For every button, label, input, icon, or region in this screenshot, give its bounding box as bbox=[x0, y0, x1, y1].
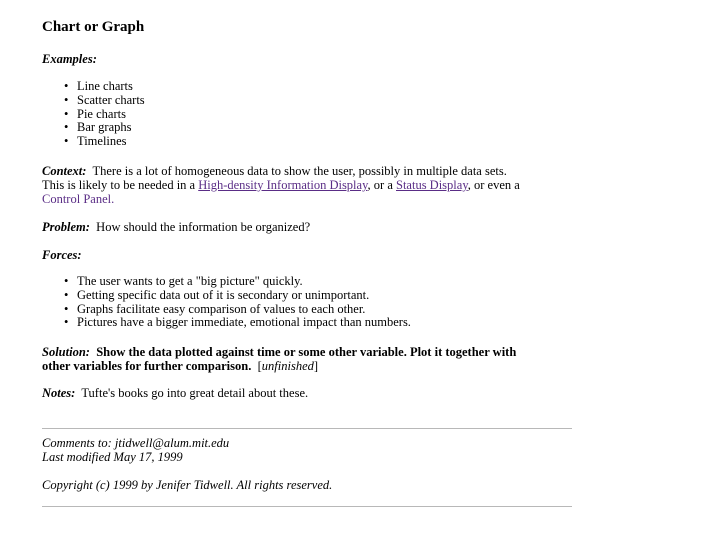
notes-label: Notes: bbox=[42, 386, 76, 400]
high-density-information-display-link[interactable]: High-density Information Display bbox=[198, 178, 368, 192]
bracket: ] bbox=[313, 359, 319, 373]
forces-label: Forces: bbox=[42, 248, 82, 262]
list-item: • The user wants to get a "big picture" quickly. bbox=[64, 275, 411, 289]
divider bbox=[42, 506, 572, 507]
context-text: There is a lot of homogeneous data to show the user, possibly in multiple data sets. bbox=[92, 164, 507, 178]
list-item: • Scatter charts bbox=[64, 94, 145, 108]
solution-text: Show the data plotted against time or some other variable. Plot it together with bbox=[96, 345, 517, 359]
notes-text: Tufte's books go into great detail about these. bbox=[81, 386, 309, 400]
list-item: • Pie charts bbox=[64, 108, 145, 122]
problem-line bbox=[42, 220, 310, 234]
list-item: • Line charts bbox=[64, 80, 145, 94]
context-line-1 bbox=[42, 164, 507, 178]
examples-label: Examples: bbox=[42, 52, 97, 66]
problem-text: How should the information be organized? bbox=[96, 220, 311, 234]
divider bbox=[42, 428, 572, 429]
solution-line-1 bbox=[42, 345, 516, 359]
forces-list bbox=[64, 275, 411, 330]
list-item: • Timelines bbox=[64, 135, 145, 149]
context-label: Context: bbox=[42, 164, 87, 178]
copyright-line: Copyright (c) 1999 by Jenifer Tidwell. All rights reserved. bbox=[42, 478, 333, 492]
context-text: This is likely to be needed in a bbox=[42, 178, 196, 192]
page-title: Chart or Graph bbox=[42, 19, 145, 35]
problem-label: Problem: bbox=[42, 220, 90, 234]
context-line-2 bbox=[42, 178, 520, 192]
solution-label: Solution: bbox=[42, 345, 90, 359]
bracket: [ bbox=[257, 359, 262, 373]
unfinished-note: unfinished bbox=[261, 359, 314, 373]
context-text: . bbox=[111, 192, 115, 206]
list-item: • Bar graphs bbox=[64, 121, 145, 135]
list-item: • Graphs facilitate easy comparison of values to each other. bbox=[64, 303, 411, 317]
solution-line-2 bbox=[42, 359, 318, 373]
comments-line: Comments to: jtidwell@alum.mit.edu bbox=[42, 436, 230, 450]
solution-text: other variables for further comparison. bbox=[42, 359, 252, 373]
last-modified-line: Last modified May 17, 1999 bbox=[42, 450, 183, 464]
status-display-link[interactable]: Status Display bbox=[396, 178, 468, 192]
context-text: , or a bbox=[367, 178, 393, 192]
control-panel-link[interactable]: Control Panel bbox=[42, 192, 112, 206]
list-item: • Pictures have a bigger immediate, emotional impact than numbers. bbox=[64, 316, 411, 330]
examples-list bbox=[64, 80, 145, 149]
context-line-3 bbox=[42, 192, 114, 206]
notes-line bbox=[42, 386, 308, 400]
context-text: , or even a bbox=[467, 178, 520, 192]
list-item: • Getting specific data out of it is secondary or unimportant. bbox=[64, 289, 411, 303]
